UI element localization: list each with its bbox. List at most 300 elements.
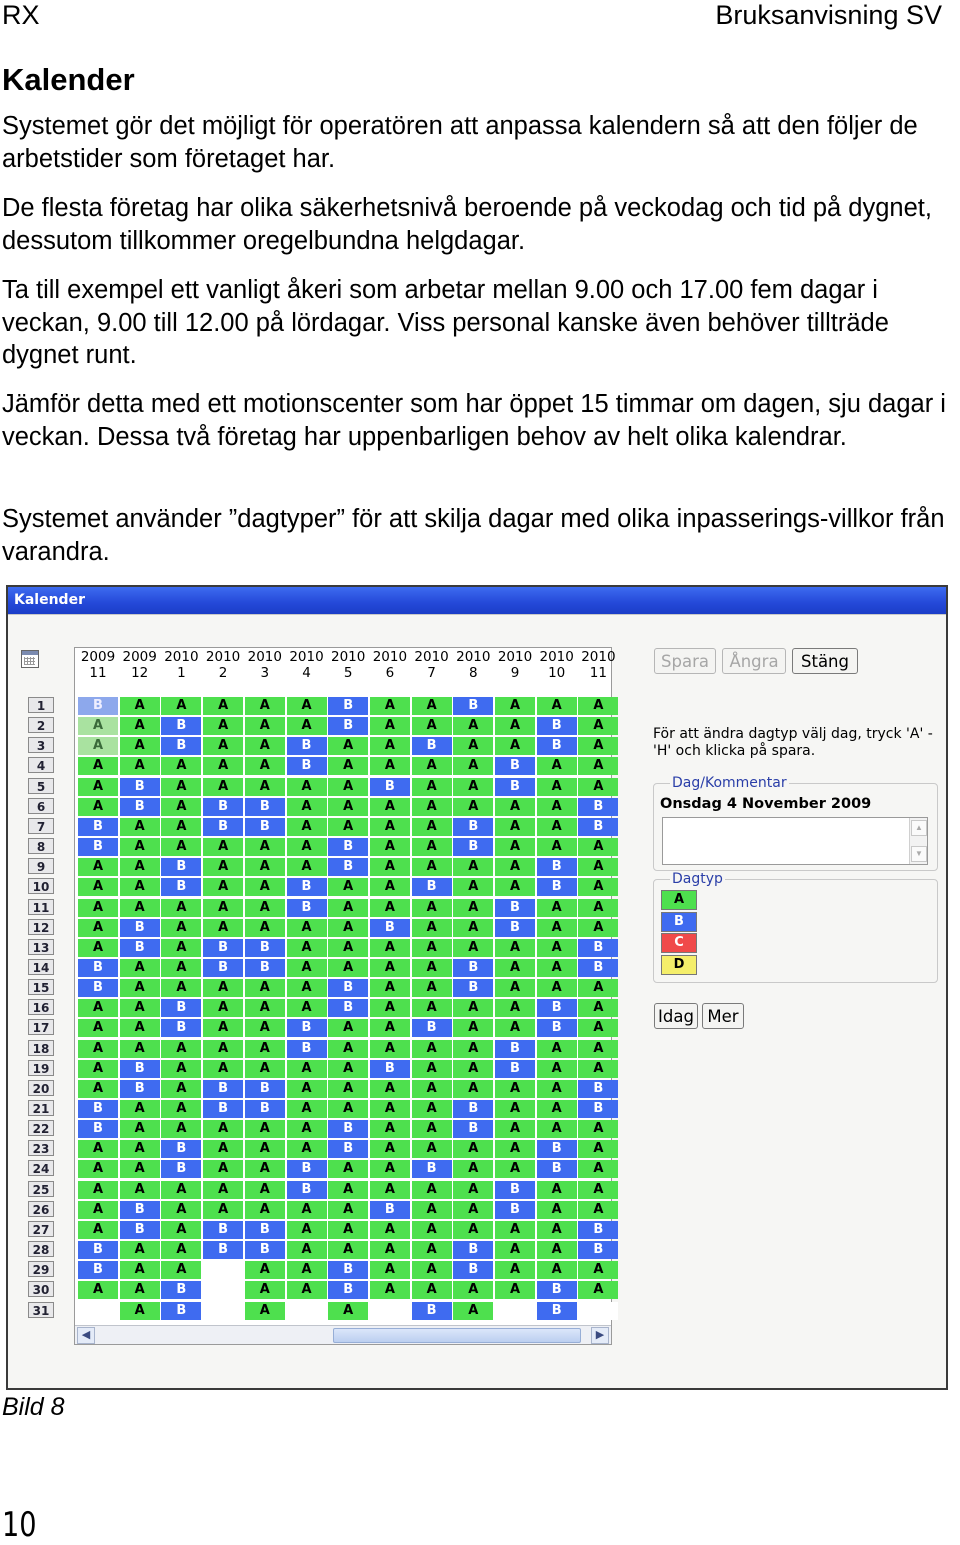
day-cell[interactable]: A bbox=[370, 959, 410, 977]
day-cell[interactable]: B bbox=[578, 1241, 618, 1259]
day-cell[interactable]: B bbox=[578, 818, 618, 836]
day-number[interactable]: 28 bbox=[28, 1241, 54, 1257]
day-cell[interactable]: A bbox=[412, 1261, 452, 1279]
day-cell[interactable]: A bbox=[120, 1281, 160, 1299]
day-cell[interactable]: A bbox=[78, 899, 118, 917]
day-cell[interactable]: A bbox=[412, 697, 452, 715]
day-cell[interactable]: A bbox=[370, 1221, 410, 1239]
day-cell[interactable]: A bbox=[453, 1140, 493, 1158]
day-cell[interactable]: A bbox=[287, 979, 327, 997]
day-cell[interactable]: A bbox=[578, 1140, 618, 1158]
day-cell[interactable]: B bbox=[287, 878, 327, 896]
day-cell[interactable]: A bbox=[578, 919, 618, 937]
day-cell[interactable]: B bbox=[328, 999, 368, 1017]
day-cell[interactable]: B bbox=[287, 1181, 327, 1199]
day-cell[interactable]: A bbox=[120, 858, 160, 876]
day-cell[interactable]: A bbox=[578, 1201, 618, 1219]
day-cell[interactable]: A bbox=[120, 1040, 160, 1058]
day-cell[interactable]: A bbox=[78, 1019, 118, 1037]
day-cell[interactable]: B bbox=[578, 1100, 618, 1118]
day-cell[interactable]: B bbox=[287, 1160, 327, 1178]
day-number[interactable]: 20 bbox=[28, 1080, 54, 1096]
more-button[interactable]: Mer bbox=[702, 1003, 744, 1029]
day-cell[interactable]: A bbox=[370, 1080, 410, 1098]
day-cell[interactable]: B bbox=[161, 1302, 201, 1320]
month-header[interactable] bbox=[120, 649, 160, 683]
day-cell[interactable]: A bbox=[578, 757, 618, 775]
day-cell[interactable]: A bbox=[78, 1040, 118, 1058]
day-cell[interactable]: A bbox=[495, 1140, 535, 1158]
day-cell[interactable]: B bbox=[78, 1241, 118, 1259]
day-cell[interactable]: A bbox=[537, 959, 577, 977]
daytype-c[interactable]: C bbox=[661, 933, 697, 953]
day-cell[interactable]: B bbox=[412, 1302, 452, 1320]
day-number[interactable]: 21 bbox=[28, 1100, 54, 1116]
day-cell[interactable]: A bbox=[245, 1261, 285, 1279]
day-cell[interactable]: A bbox=[412, 858, 452, 876]
day-cell[interactable]: B bbox=[161, 1019, 201, 1037]
day-cell[interactable]: A bbox=[578, 1019, 618, 1037]
day-cell[interactable]: B bbox=[203, 1241, 243, 1259]
day-cell[interactable]: A bbox=[287, 1080, 327, 1098]
day-number[interactable]: 3 bbox=[28, 737, 54, 753]
day-cell[interactable]: B bbox=[203, 798, 243, 816]
day-cell[interactable]: A bbox=[495, 1160, 535, 1178]
day-cell[interactable]: A bbox=[245, 1120, 285, 1138]
month-header[interactable] bbox=[203, 649, 243, 683]
day-cell[interactable]: A bbox=[203, 697, 243, 715]
scroll-down-icon[interactable]: ▼ bbox=[911, 846, 927, 862]
day-cell[interactable]: A bbox=[287, 858, 327, 876]
day-number[interactable]: 18 bbox=[28, 1040, 54, 1056]
day-cell[interactable]: A bbox=[412, 778, 452, 796]
day-cell[interactable]: B bbox=[203, 818, 243, 836]
day-cell[interactable]: B bbox=[161, 737, 201, 755]
day-cell[interactable]: A bbox=[370, 1261, 410, 1279]
day-cell[interactable]: A bbox=[245, 1040, 285, 1058]
day-cell[interactable]: A bbox=[328, 1060, 368, 1078]
save-button[interactable]: Spara bbox=[654, 648, 716, 674]
day-cell[interactable] bbox=[78, 1302, 118, 1320]
day-cell[interactable]: A bbox=[453, 737, 493, 755]
day-number[interactable]: 17 bbox=[28, 1019, 54, 1035]
day-cell[interactable]: A bbox=[370, 1040, 410, 1058]
day-cell[interactable]: A bbox=[537, 757, 577, 775]
day-cell[interactable]: A bbox=[120, 838, 160, 856]
day-cell[interactable]: A bbox=[537, 1201, 577, 1219]
day-cell[interactable]: A bbox=[453, 878, 493, 896]
day-cell[interactable]: A bbox=[203, 919, 243, 937]
day-cell[interactable]: A bbox=[245, 697, 285, 715]
day-cell[interactable]: A bbox=[453, 717, 493, 735]
day-cell[interactable]: A bbox=[537, 778, 577, 796]
day-cell[interactable]: B bbox=[578, 798, 618, 816]
day-cell[interactable]: A bbox=[495, 1080, 535, 1098]
day-cell[interactable]: A bbox=[370, 939, 410, 957]
month-header[interactable] bbox=[328, 649, 368, 683]
day-cell[interactable]: A bbox=[161, 757, 201, 775]
day-cell[interactable]: A bbox=[328, 959, 368, 977]
day-number[interactable]: 22 bbox=[28, 1120, 54, 1136]
day-cell[interactable]: A bbox=[412, 1241, 452, 1259]
day-cell[interactable]: A bbox=[412, 717, 452, 735]
day-cell[interactable]: A bbox=[537, 1100, 577, 1118]
day-cell[interactable]: B bbox=[328, 979, 368, 997]
day-cell[interactable]: B bbox=[245, 939, 285, 957]
day-cell[interactable]: A bbox=[495, 939, 535, 957]
day-number[interactable]: 9 bbox=[28, 858, 54, 874]
day-number[interactable]: 13 bbox=[28, 939, 54, 955]
day-cell[interactable]: B bbox=[453, 959, 493, 977]
day-cell[interactable]: A bbox=[453, 1080, 493, 1098]
day-cell[interactable]: A bbox=[370, 798, 410, 816]
day-cell[interactable]: A bbox=[245, 1060, 285, 1078]
month-header[interactable] bbox=[370, 649, 410, 683]
comment-scrollbar[interactable] bbox=[909, 818, 927, 864]
day-cell[interactable]: B bbox=[370, 1060, 410, 1078]
undo-button[interactable]: Ångra bbox=[722, 648, 786, 674]
day-cell[interactable] bbox=[495, 1302, 535, 1320]
day-cell[interactable]: A bbox=[453, 1281, 493, 1299]
day-cell[interactable]: A bbox=[370, 737, 410, 755]
day-cell[interactable]: A bbox=[245, 717, 285, 735]
day-cell[interactable]: A bbox=[78, 878, 118, 896]
month-header[interactable] bbox=[161, 649, 201, 683]
day-cell[interactable]: A bbox=[161, 1060, 201, 1078]
day-cell[interactable]: A bbox=[161, 1040, 201, 1058]
day-cell[interactable]: A bbox=[78, 778, 118, 796]
day-cell[interactable]: A bbox=[287, 717, 327, 735]
month-header[interactable] bbox=[453, 649, 493, 683]
day-cell[interactable] bbox=[203, 1281, 243, 1299]
day-cell[interactable]: B bbox=[203, 939, 243, 957]
day-cell[interactable]: A bbox=[412, 1221, 452, 1239]
day-cell[interactable]: A bbox=[453, 1302, 493, 1320]
day-cell[interactable]: A bbox=[120, 1100, 160, 1118]
day-cell[interactable]: A bbox=[370, 1181, 410, 1199]
day-cell[interactable]: A bbox=[78, 939, 118, 957]
day-cell[interactable]: A bbox=[287, 1241, 327, 1259]
day-cell[interactable]: A bbox=[245, 1019, 285, 1037]
day-cell[interactable]: A bbox=[120, 1160, 160, 1178]
day-cell[interactable]: A bbox=[245, 1140, 285, 1158]
day-cell[interactable]: A bbox=[412, 919, 452, 937]
day-cell[interactable]: A bbox=[578, 1120, 618, 1138]
day-cell[interactable]: A bbox=[287, 959, 327, 977]
month-header[interactable] bbox=[495, 649, 535, 683]
day-cell[interactable]: A bbox=[78, 1201, 118, 1219]
day-number[interactable]: 26 bbox=[28, 1201, 54, 1217]
day-number[interactable]: 31 bbox=[28, 1302, 54, 1318]
day-number[interactable]: 5 bbox=[28, 778, 54, 794]
day-cell[interactable]: A bbox=[287, 1201, 327, 1219]
day-cell[interactable]: A bbox=[412, 1060, 452, 1078]
day-cell[interactable]: A bbox=[412, 757, 452, 775]
day-cell[interactable]: A bbox=[203, 1140, 243, 1158]
day-cell[interactable]: A bbox=[328, 899, 368, 917]
day-cell[interactable]: A bbox=[328, 1221, 368, 1239]
day-cell[interactable]: A bbox=[453, 1160, 493, 1178]
day-cell[interactable]: A bbox=[578, 899, 618, 917]
day-cell[interactable]: A bbox=[78, 1181, 118, 1199]
day-cell[interactable]: A bbox=[578, 717, 618, 735]
day-cell[interactable]: B bbox=[328, 858, 368, 876]
day-cell[interactable]: B bbox=[537, 999, 577, 1017]
day-cell[interactable]: B bbox=[453, 1100, 493, 1118]
day-cell[interactable]: A bbox=[245, 858, 285, 876]
day-cell[interactable]: A bbox=[161, 959, 201, 977]
day-cell[interactable]: A bbox=[203, 1019, 243, 1037]
day-cell[interactable]: B bbox=[495, 1040, 535, 1058]
day-cell[interactable]: A bbox=[578, 838, 618, 856]
day-cell[interactable]: B bbox=[537, 1019, 577, 1037]
day-cell[interactable]: B bbox=[495, 919, 535, 937]
day-cell[interactable]: B bbox=[78, 979, 118, 997]
day-cell[interactable]: A bbox=[328, 919, 368, 937]
day-cell[interactable]: B bbox=[161, 999, 201, 1017]
day-number[interactable]: 23 bbox=[28, 1140, 54, 1156]
day-cell[interactable]: A bbox=[412, 1040, 452, 1058]
day-cell[interactable]: A bbox=[287, 1140, 327, 1158]
day-cell[interactable]: A bbox=[453, 999, 493, 1017]
day-cell[interactable]: A bbox=[287, 1100, 327, 1118]
day-cell[interactable]: A bbox=[370, 999, 410, 1017]
day-cell[interactable]: A bbox=[120, 1019, 160, 1037]
day-cell[interactable]: B bbox=[161, 1140, 201, 1158]
day-cell[interactable]: A bbox=[328, 939, 368, 957]
day-cell[interactable]: B bbox=[245, 1241, 285, 1259]
day-cell[interactable]: A bbox=[537, 838, 577, 856]
day-cell[interactable]: A bbox=[328, 1100, 368, 1118]
day-cell[interactable]: A bbox=[203, 979, 243, 997]
day-cell[interactable]: A bbox=[537, 1040, 577, 1058]
day-cell[interactable]: A bbox=[495, 697, 535, 715]
day-cell[interactable]: A bbox=[412, 1080, 452, 1098]
day-cell[interactable]: B bbox=[245, 1221, 285, 1239]
day-number[interactable]: 14 bbox=[28, 959, 54, 975]
day-cell[interactable]: A bbox=[78, 919, 118, 937]
day-cell[interactable]: A bbox=[495, 1221, 535, 1239]
day-cell[interactable]: B bbox=[203, 1100, 243, 1118]
day-cell[interactable]: A bbox=[78, 1281, 118, 1299]
day-cell[interactable]: A bbox=[120, 818, 160, 836]
day-cell[interactable]: A bbox=[120, 1261, 160, 1279]
day-cell[interactable]: B bbox=[537, 1302, 577, 1320]
day-cell[interactable]: A bbox=[78, 999, 118, 1017]
day-cell[interactable]: A bbox=[537, 1060, 577, 1078]
day-cell[interactable]: A bbox=[287, 939, 327, 957]
day-cell[interactable]: B bbox=[412, 1019, 452, 1037]
day-cell[interactable]: B bbox=[537, 1281, 577, 1299]
day-cell[interactable]: A bbox=[370, 899, 410, 917]
day-cell[interactable]: B bbox=[78, 818, 118, 836]
day-cell[interactable]: A bbox=[412, 979, 452, 997]
day-cell[interactable]: A bbox=[578, 979, 618, 997]
day-cell[interactable]: B bbox=[495, 757, 535, 775]
day-cell[interactable]: B bbox=[287, 1019, 327, 1037]
day-cell[interactable]: A bbox=[495, 838, 535, 856]
day-cell[interactable]: A bbox=[78, 737, 118, 755]
day-cell[interactable]: B bbox=[161, 717, 201, 735]
day-cell[interactable]: A bbox=[578, 778, 618, 796]
day-cell[interactable]: A bbox=[328, 878, 368, 896]
day-cell[interactable]: A bbox=[161, 1100, 201, 1118]
day-cell[interactable]: B bbox=[245, 1080, 285, 1098]
day-cell[interactable]: A bbox=[328, 1160, 368, 1178]
day-cell[interactable]: A bbox=[287, 1060, 327, 1078]
day-cell[interactable]: A bbox=[245, 999, 285, 1017]
day-cell[interactable]: A bbox=[245, 1160, 285, 1178]
day-cell[interactable]: B bbox=[412, 737, 452, 755]
day-cell[interactable]: A bbox=[578, 858, 618, 876]
day-cell[interactable]: B bbox=[537, 717, 577, 735]
day-cell[interactable]: B bbox=[245, 818, 285, 836]
day-cell[interactable]: A bbox=[578, 1281, 618, 1299]
calendar-icon[interactable] bbox=[21, 650, 39, 668]
day-number[interactable]: 25 bbox=[28, 1181, 54, 1197]
day-cell[interactable]: A bbox=[120, 737, 160, 755]
day-cell[interactable]: A bbox=[537, 1080, 577, 1098]
day-cell[interactable]: A bbox=[287, 697, 327, 715]
day-cell[interactable]: A bbox=[161, 1201, 201, 1219]
day-cell[interactable]: A bbox=[203, 1040, 243, 1058]
day-cell[interactable]: B bbox=[203, 1080, 243, 1098]
month-header[interactable] bbox=[245, 649, 285, 683]
day-cell[interactable]: B bbox=[120, 1221, 160, 1239]
day-cell[interactable]: A bbox=[537, 979, 577, 997]
day-cell[interactable]: A bbox=[78, 858, 118, 876]
day-cell[interactable]: A bbox=[578, 737, 618, 755]
day-cell[interactable]: A bbox=[120, 959, 160, 977]
month-header[interactable] bbox=[78, 649, 118, 683]
day-cell[interactable]: A bbox=[78, 1221, 118, 1239]
day-cell[interactable]: B bbox=[537, 1160, 577, 1178]
day-cell[interactable]: A bbox=[495, 878, 535, 896]
day-cell[interactable]: A bbox=[245, 778, 285, 796]
day-cell[interactable]: A bbox=[203, 1160, 243, 1178]
day-cell[interactable]: B bbox=[287, 899, 327, 917]
day-cell[interactable]: A bbox=[287, 1281, 327, 1299]
month-header[interactable] bbox=[287, 649, 327, 683]
day-cell[interactable]: A bbox=[453, 778, 493, 796]
day-cell[interactable]: B bbox=[412, 878, 452, 896]
day-cell[interactable]: A bbox=[537, 1261, 577, 1279]
day-cell[interactable]: A bbox=[495, 959, 535, 977]
day-cell[interactable]: A bbox=[287, 818, 327, 836]
day-cell[interactable]: B bbox=[120, 919, 160, 937]
day-cell[interactable]: A bbox=[537, 919, 577, 937]
day-cell[interactable]: A bbox=[412, 899, 452, 917]
day-cell[interactable]: A bbox=[578, 1160, 618, 1178]
day-cell[interactable]: A bbox=[495, 1120, 535, 1138]
day-cell[interactable]: A bbox=[120, 1120, 160, 1138]
day-cell[interactable]: A bbox=[203, 1201, 243, 1219]
day-number[interactable]: 2 bbox=[28, 717, 54, 733]
day-cell[interactable]: A bbox=[203, 1181, 243, 1199]
day-cell[interactable]: A bbox=[495, 999, 535, 1017]
day-cell[interactable]: A bbox=[78, 757, 118, 775]
day-cell[interactable]: A bbox=[120, 979, 160, 997]
day-cell[interactable]: A bbox=[537, 899, 577, 917]
day-number[interactable]: 6 bbox=[28, 798, 54, 814]
day-cell[interactable] bbox=[203, 1302, 243, 1320]
day-cell[interactable]: B bbox=[120, 939, 160, 957]
day-cell[interactable]: A bbox=[370, 858, 410, 876]
day-cell[interactable]: A bbox=[203, 1060, 243, 1078]
day-cell[interactable]: A bbox=[203, 737, 243, 755]
day-cell[interactable]: A bbox=[537, 939, 577, 957]
day-cell[interactable]: A bbox=[412, 838, 452, 856]
day-number[interactable]: 1 bbox=[28, 697, 54, 713]
day-cell[interactable]: A bbox=[453, 919, 493, 937]
day-cell[interactable]: B bbox=[161, 1160, 201, 1178]
day-number[interactable]: 15 bbox=[28, 979, 54, 995]
day-cell[interactable]: A bbox=[578, 878, 618, 896]
day-cell[interactable]: B bbox=[287, 757, 327, 775]
day-cell[interactable]: A bbox=[203, 1120, 243, 1138]
day-cell[interactable]: B bbox=[453, 1241, 493, 1259]
day-cell[interactable]: A bbox=[370, 878, 410, 896]
day-cell[interactable] bbox=[203, 1261, 243, 1279]
day-cell[interactable]: B bbox=[120, 778, 160, 796]
day-cell[interactable]: A bbox=[578, 1261, 618, 1279]
day-cell[interactable]: A bbox=[161, 1080, 201, 1098]
day-cell[interactable]: A bbox=[412, 939, 452, 957]
day-number[interactable]: 29 bbox=[28, 1261, 54, 1277]
day-cell[interactable]: A bbox=[203, 778, 243, 796]
day-cell[interactable]: A bbox=[495, 1281, 535, 1299]
day-cell[interactable]: A bbox=[120, 1140, 160, 1158]
day-cell[interactable]: B bbox=[78, 697, 118, 715]
day-cell[interactable]: A bbox=[120, 717, 160, 735]
day-cell[interactable]: A bbox=[370, 818, 410, 836]
day-cell[interactable]: A bbox=[412, 959, 452, 977]
month-header[interactable] bbox=[412, 649, 452, 683]
day-cell[interactable]: A bbox=[328, 1302, 368, 1320]
day-cell[interactable]: A bbox=[412, 798, 452, 816]
day-number[interactable]: 27 bbox=[28, 1221, 54, 1237]
day-cell[interactable]: A bbox=[370, 1120, 410, 1138]
day-cell[interactable]: A bbox=[495, 1019, 535, 1037]
day-number[interactable]: 7 bbox=[28, 818, 54, 834]
day-cell[interactable]: B bbox=[370, 1201, 410, 1219]
day-cell[interactable]: A bbox=[78, 798, 118, 816]
day-number[interactable]: 19 bbox=[28, 1060, 54, 1076]
day-cell[interactable]: A bbox=[495, 818, 535, 836]
day-cell[interactable] bbox=[287, 1302, 327, 1320]
day-cell[interactable]: B bbox=[537, 878, 577, 896]
day-cell[interactable]: A bbox=[203, 999, 243, 1017]
day-cell[interactable]: A bbox=[120, 999, 160, 1017]
day-cell[interactable]: B bbox=[78, 959, 118, 977]
day-cell[interactable]: A bbox=[120, 1302, 160, 1320]
day-number[interactable]: 4 bbox=[28, 757, 54, 773]
day-cell[interactable]: A bbox=[370, 1019, 410, 1037]
day-cell[interactable]: A bbox=[161, 778, 201, 796]
day-cell[interactable]: A bbox=[161, 1241, 201, 1259]
day-cell[interactable]: A bbox=[328, 1241, 368, 1259]
day-cell[interactable]: A bbox=[120, 899, 160, 917]
day-cell[interactable]: A bbox=[328, 1019, 368, 1037]
day-cell[interactable]: A bbox=[287, 1120, 327, 1138]
day-cell[interactable]: A bbox=[370, 1100, 410, 1118]
day-cell[interactable]: B bbox=[453, 838, 493, 856]
day-cell[interactable]: B bbox=[537, 1140, 577, 1158]
day-cell[interactable]: A bbox=[203, 858, 243, 876]
day-cell[interactable]: A bbox=[203, 757, 243, 775]
day-cell[interactable]: A bbox=[245, 838, 285, 856]
scroll-left-icon[interactable]: ◀ bbox=[77, 1327, 95, 1344]
